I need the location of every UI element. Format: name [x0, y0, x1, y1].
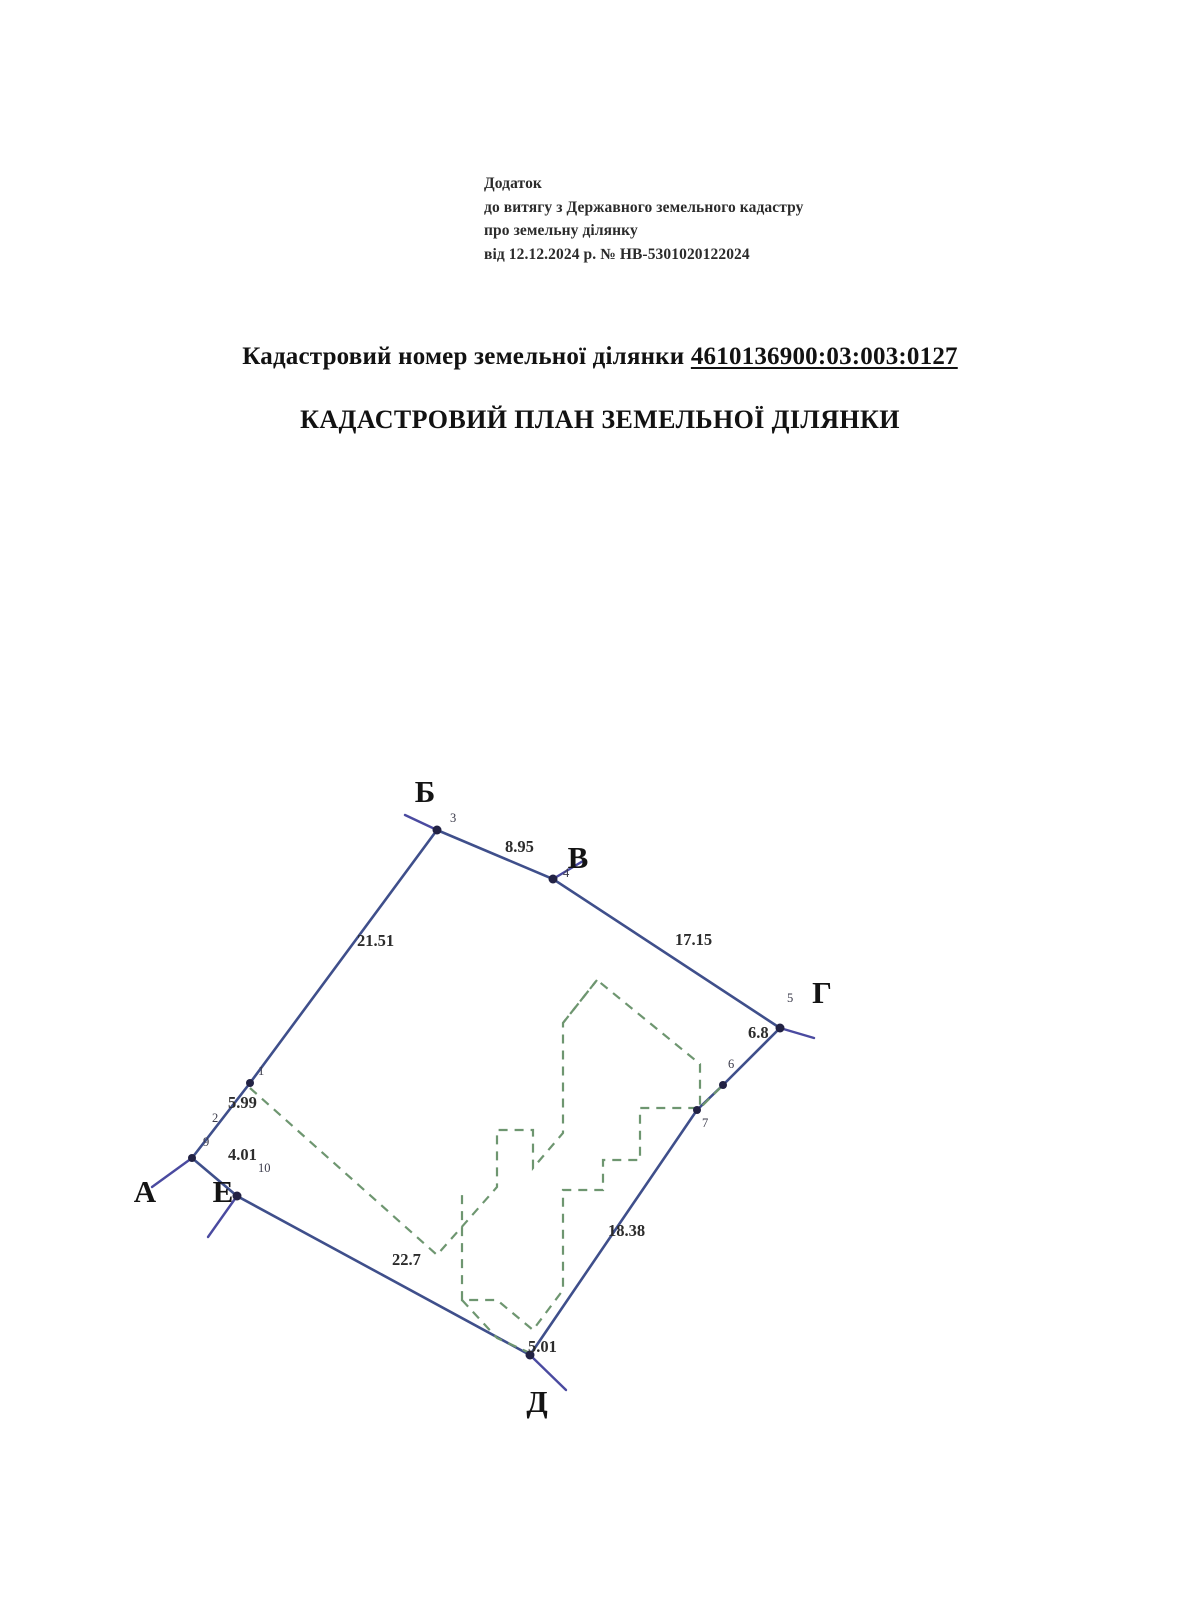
- cadastral-number-line: [0, 343, 1200, 371]
- vertex-label-e: Е: [212, 1174, 234, 1209]
- point-number-7: 7: [702, 1116, 709, 1130]
- distance-6-8: 6.8: [748, 1023, 769, 1042]
- vertex-dot-v: [549, 875, 558, 884]
- vertex-label-v: В: [567, 840, 589, 875]
- vertex-label-b: Б: [414, 774, 436, 809]
- distance-4-01: 4.01: [228, 1145, 257, 1164]
- point-number-e: 10: [258, 1161, 271, 1175]
- distance-5-99: 5.99: [228, 1093, 257, 1112]
- vertex-markers: [188, 826, 785, 1360]
- interior-building-outline: [250, 980, 723, 1353]
- document-header: [484, 172, 1004, 266]
- point-numbers: [203, 811, 793, 1175]
- point-number-b: 3: [450, 811, 457, 825]
- point-number-g: 5: [787, 991, 794, 1005]
- vertex-label-g: Г: [812, 975, 832, 1010]
- distance-18-38: 18.38: [608, 1221, 646, 1240]
- tick-a: [152, 1158, 192, 1187]
- cadastral-number-label: Кадастровий номер земельної ділянки: [242, 343, 685, 370]
- point-number-a: 9: [203, 1135, 210, 1149]
- tick-b: [405, 815, 437, 830]
- interior-dashed-lower: [462, 1300, 530, 1353]
- distance-21-51: 21.51: [357, 931, 395, 950]
- point-number-v: 4: [563, 866, 570, 880]
- header-line-3: про земельну ділянку: [484, 222, 638, 240]
- point-number-1: 1: [258, 1064, 265, 1078]
- page-title: КАДАСТРОВИЙ ПЛАН ЗЕМЕЛЬНОЇ ДІЛЯНКИ: [300, 405, 900, 434]
- vertex-dot-a: [188, 1154, 196, 1162]
- vertex-dot-g: [776, 1024, 785, 1033]
- point-number-6: 6: [728, 1057, 735, 1071]
- header-line-2: до витягу з Державного земельного кадастру: [484, 198, 804, 216]
- vertex-dot-1: [246, 1079, 254, 1087]
- distance-5-01: 5.01: [528, 1337, 557, 1356]
- parcel-boundary-path: [192, 830, 780, 1355]
- distance-labels: [228, 837, 769, 1356]
- tick-g: [780, 1028, 814, 1038]
- vertex-dot-e: [233, 1192, 242, 1201]
- vertex-dot-6: [719, 1081, 727, 1089]
- interior-dashed-polygon: [250, 980, 723, 1330]
- cadastral-plan-drawing: [0, 690, 1200, 1470]
- boundary-outline: [192, 830, 780, 1355]
- distance-8-95: 8.95: [505, 837, 534, 856]
- vertex-label-a: А: [133, 1174, 157, 1209]
- vertex-label-d: Д: [526, 1384, 548, 1419]
- header-line-1: Додаток: [484, 175, 542, 192]
- vertex-dot-7: [693, 1106, 701, 1114]
- distance-22-7: 22.7: [392, 1250, 421, 1269]
- header-line-4: від 12.12.2024 р. № НВ-5301020122024: [484, 245, 750, 263]
- vertex-dot-b: [433, 826, 442, 835]
- distance-17-15: 17.15: [675, 930, 713, 949]
- cadastral-number-value: 4610136900:03:003:0127: [690, 343, 958, 370]
- point-number-2: 2: [212, 1111, 219, 1125]
